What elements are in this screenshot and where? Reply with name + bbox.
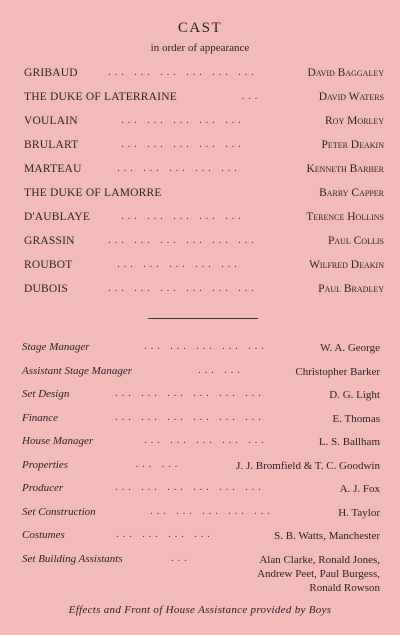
cast-role: GRIBAUD — [24, 67, 78, 79]
crew-person: Christopher Barker — [295, 365, 380, 378]
cast-actor: David Baggaley — [307, 67, 384, 79]
crew-job: Producer — [22, 482, 64, 494]
cast-actor: David Waters — [318, 91, 384, 103]
crew-job: Finance — [22, 411, 59, 424]
cast-row — [24, 163, 384, 187]
leader-dots: ... ... ... ... ... ... — [108, 283, 258, 294]
crew-person: E. Thomas — [332, 412, 380, 425]
crew-list — [22, 341, 380, 605]
cast-row — [24, 259, 384, 283]
leader-dots: ... ... ... ... ... — [121, 139, 245, 150]
cast-row — [24, 115, 384, 139]
cast-row — [24, 91, 384, 115]
leader-dots: ... — [171, 552, 191, 564]
cast-actor: Paul Collis — [327, 235, 384, 247]
crew-person-line: Alan Clarke, Ronald Jones, — [259, 553, 380, 566]
crew-person: J. J. Bromfield & T. C. Goodwin — [236, 459, 380, 472]
crew-job: House Manager — [22, 435, 94, 447]
cast-row — [24, 139, 384, 163]
cast-role: THE DUKE OF LATERRAINE — [24, 91, 177, 103]
page-title: CAST — [177, 20, 223, 36]
crew-person: H. Taylor — [338, 506, 380, 519]
cast-role: MARTEAU — [24, 163, 82, 175]
crew-job: Set Construction — [22, 505, 96, 518]
leader-dots: ... ... — [198, 364, 244, 376]
leader-dots: ... ... ... ... ... ... — [115, 388, 265, 399]
leader-dots: ... ... ... ... ... — [144, 341, 268, 352]
crew-person-multiline — [257, 553, 380, 595]
cast-row — [24, 283, 384, 307]
crew-row — [22, 341, 380, 365]
crew-person: S. B. Watts, Manchester — [274, 530, 380, 542]
crew-person: W. A. George — [320, 342, 380, 354]
crew-job: Properties — [22, 458, 69, 471]
leader-dots: ... ... ... ... ... — [117, 163, 241, 174]
cast-actor: Wilfred Deakin — [309, 259, 384, 271]
cast-actor: Kenneth Barber — [306, 163, 384, 175]
crew-job: Set Building Assistants — [22, 552, 123, 565]
cast-actor: Barry Capper — [319, 187, 384, 199]
leader-dots: ... ... ... ... ... ... — [108, 235, 258, 246]
leader-dots: ... ... ... ... ... — [121, 211, 245, 222]
crew-row — [22, 365, 380, 389]
crew-person: A. J. Fox — [339, 483, 380, 495]
cast-actor: Paul Bradley — [318, 283, 384, 295]
cast-role: BRULART — [24, 139, 79, 151]
leader-dots: ... ... ... ... ... — [121, 115, 245, 126]
leader-dots: ... ... ... ... ... — [144, 435, 268, 446]
crew-job: Set Design — [22, 388, 70, 400]
crew-person-line: Andrew Peet, Paul Burgess, — [257, 567, 380, 580]
crew-row — [22, 553, 380, 605]
cast-role: GRASSIN — [24, 235, 75, 247]
leader-dots: ... ... ... ... ... ... — [115, 411, 265, 423]
crew-row — [22, 529, 380, 553]
cast-row — [24, 211, 384, 235]
crew-job: Stage Manager — [22, 341, 90, 353]
footer-note: Effects and Front of House Assistance provided by Boys — [68, 604, 332, 616]
section-divider — [148, 318, 258, 319]
cast-role: D'AUBLAYE — [24, 211, 91, 223]
leader-dots: ... ... — [135, 458, 182, 470]
crew-row — [22, 388, 380, 412]
leader-dots: ... ... ... ... ... — [117, 259, 241, 270]
crew-row — [22, 435, 380, 459]
leader-dots: ... ... ... ... ... — [150, 505, 274, 517]
leader-dots: ... ... ... ... — [116, 529, 214, 540]
crew-row — [22, 459, 380, 483]
crew-job: Costumes — [22, 529, 65, 541]
leader-dots: ... ... ... ... ... ... — [108, 67, 258, 78]
crew-row — [22, 482, 380, 506]
page-subtitle: in order of appearance — [150, 42, 250, 54]
cast-row — [24, 235, 384, 259]
crew-job: Assistant Stage Manager — [22, 364, 132, 377]
crew-row — [22, 412, 380, 436]
cast-role: ROUBOT — [24, 259, 73, 271]
cast-actor: Roy Morley — [325, 115, 384, 127]
leader-dots: ... ... ... ... ... ... — [115, 482, 265, 493]
crew-person-line: Ronald Rowson — [309, 581, 380, 594]
cast-row — [24, 67, 384, 91]
cast-actor: Terence Hollins — [306, 211, 384, 223]
cast-role: VOULAIN — [24, 115, 78, 127]
crew-person: L. S. Ballham — [318, 436, 380, 448]
cast-role: THE DUKE OF LAMORRE — [24, 187, 162, 199]
cast-actor: Peter Deakin — [321, 139, 384, 151]
cast-role: DUBOIS — [24, 283, 69, 295]
crew-person: D. G. Light — [329, 389, 380, 401]
cast-row — [24, 187, 384, 211]
cast-list — [24, 67, 384, 307]
crew-row — [22, 506, 380, 530]
leader-dots: ... — [241, 91, 262, 102]
